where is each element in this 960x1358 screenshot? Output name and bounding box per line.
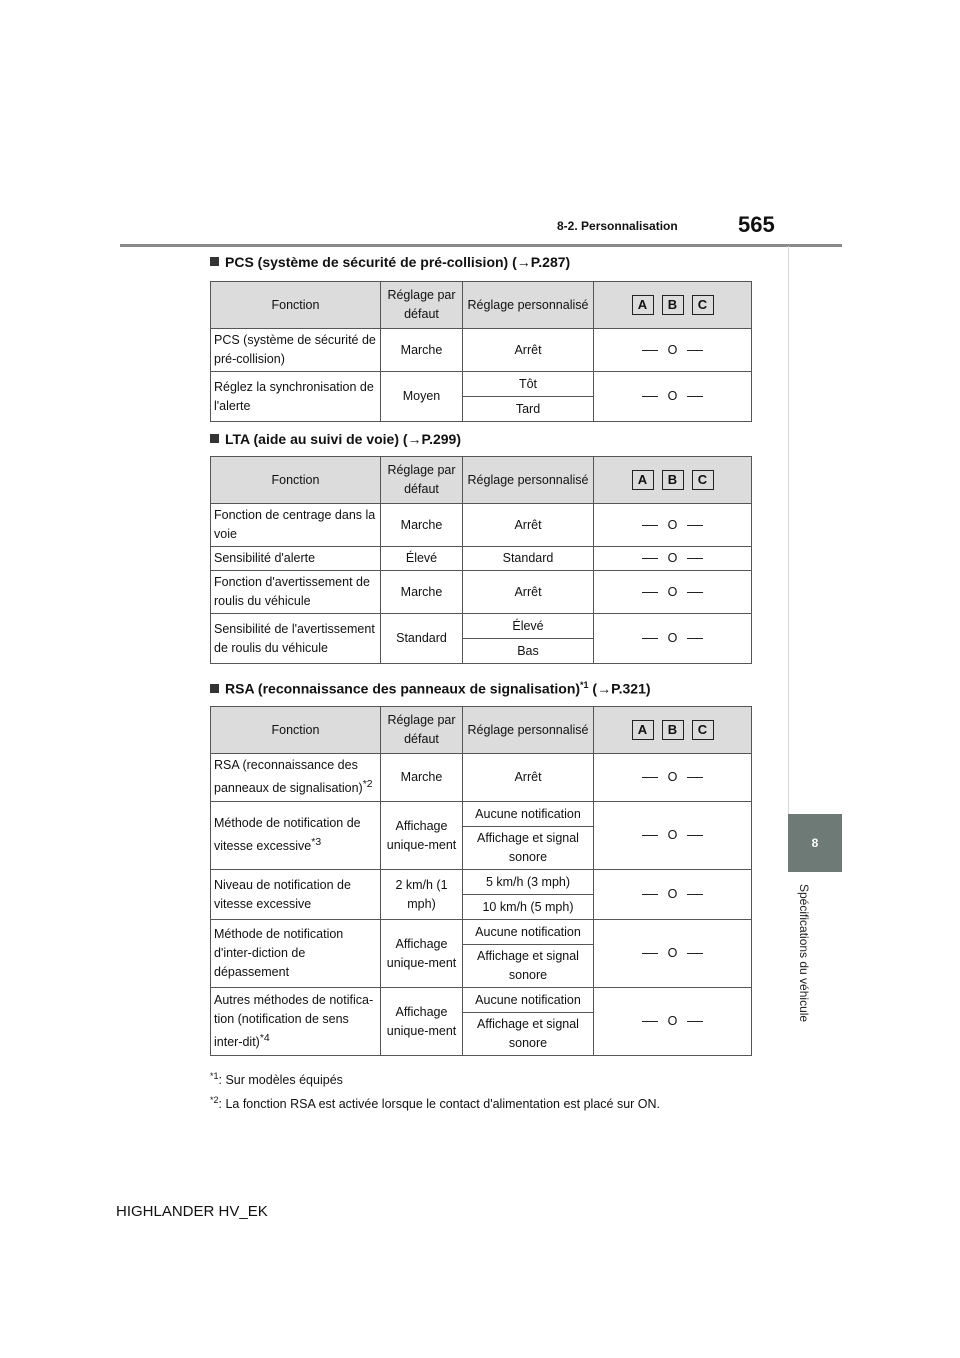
box-c-icon: C (692, 470, 714, 490)
dash-mark (642, 558, 658, 559)
cell-custom: Arrêt (463, 329, 594, 372)
table-header-row (211, 707, 752, 754)
cell-abc (594, 504, 752, 547)
table-row (211, 329, 752, 372)
dash-mark (642, 777, 658, 778)
cell-function: Fonction d'avertissement de roulis du véhicule (211, 571, 381, 614)
dash-mark (642, 894, 658, 895)
cell-default: Standard (381, 614, 463, 664)
box-a-icon: A (632, 720, 654, 740)
cell-default: 2 km/h (1 mph) (381, 870, 463, 920)
footer-model-name: HIGHLANDER HV_EK (116, 1203, 268, 1220)
cell-custom: Tôt (463, 372, 594, 397)
dash-mark (642, 953, 658, 954)
cell-function: Niveau de notification de vitesse excessive (211, 870, 381, 920)
chapter-label: Spécifications du véhicule (797, 884, 811, 1023)
table-row (211, 988, 752, 1013)
chapter-tab: 8 (788, 814, 842, 872)
table-row (211, 754, 752, 802)
box-a-icon: A (632, 470, 654, 490)
cell-custom: Aucune notification (463, 988, 594, 1013)
dash-mark (687, 835, 703, 836)
section-title-rsa: RSA (reconnaissance des panneaux de signalisation)$^{*1}$ (→P.321) (210, 680, 651, 697)
col-header-default: Réglage par défaut (381, 707, 463, 754)
cell-abc (594, 372, 752, 422)
box-a-icon: A (632, 295, 654, 315)
dash-mark (687, 396, 703, 397)
col-header-function: Fonction (211, 282, 381, 329)
cell-custom: Aucune notification (463, 920, 594, 945)
footnote: $^{*1}$: Sur modèles équipés (210, 1071, 343, 1088)
table-row (211, 547, 752, 571)
table-header-row (211, 457, 752, 504)
cell-function: Méthode de notification d'inter-diction de dépassement (211, 920, 381, 988)
o-mark: O (667, 1014, 678, 1028)
cell-custom: Aucune notification (463, 802, 594, 827)
table-row (211, 920, 752, 945)
box-c-icon: C (692, 295, 714, 315)
cell-default: Affichage unique-ment (381, 988, 463, 1056)
cell-abc (594, 329, 752, 372)
page-number: 565 (738, 212, 775, 237)
cell-custom: 5 km/h (3 mph) (463, 870, 594, 895)
o-mark: O (667, 551, 678, 565)
cell-custom: Arrêt (463, 571, 594, 614)
col-header-custom: Réglage personnalisé (463, 707, 594, 754)
col-header-abc (594, 457, 752, 504)
header-divider (120, 244, 842, 247)
cell-custom: Arrêt (463, 754, 594, 802)
dash-mark (642, 638, 658, 639)
cell-abc (594, 802, 752, 870)
o-mark: O (667, 887, 678, 901)
table-row (211, 802, 752, 827)
dash-mark (687, 558, 703, 559)
box-b-icon: B (662, 295, 684, 315)
cell-function: Fonction de centrage dans la voie (211, 504, 381, 547)
dash-mark (642, 835, 658, 836)
col-header-default: Réglage par défaut (381, 282, 463, 329)
dash-mark (687, 777, 703, 778)
cell-function: RSA (reconnaissance des panneaux de signalisation)$^{*2}$ (211, 754, 381, 802)
cell-custom: Élevé (463, 614, 594, 639)
box-b-icon: B (662, 720, 684, 740)
cell-default: Moyen (381, 372, 463, 422)
o-mark: O (667, 828, 678, 842)
o-mark: O (667, 389, 678, 403)
table-row (211, 614, 752, 639)
dash-mark (642, 1021, 658, 1022)
cell-function: Réglez la synchronisation de l'alerte (211, 372, 381, 422)
table-row (211, 372, 752, 397)
cell-custom: Affichage et signal sonore (463, 827, 594, 870)
o-mark: O (667, 584, 678, 599)
cell-default: Marche (381, 754, 463, 802)
dash-mark (687, 525, 703, 526)
o-mark: O (667, 631, 678, 645)
cell-abc (594, 870, 752, 920)
box-b-icon: B (662, 470, 684, 490)
o-mark: O (667, 946, 678, 960)
table-header-row (211, 282, 752, 329)
cell-default: Marche (381, 504, 463, 547)
col-header-abc (594, 282, 752, 329)
table-row (211, 504, 752, 547)
cell-function: Méthode de notification de vitesse excessive$^{*3}$ (211, 802, 381, 870)
o-mark: O (667, 342, 678, 357)
dash-mark (687, 953, 703, 954)
o-mark: O (667, 770, 678, 784)
rsa-table (210, 706, 752, 1056)
section-title-lta: LTA (aide au suivi de voie) (→P.299) (210, 431, 461, 447)
section-title-pcs: PCS (système de sécurité de pré-collision) (→P.287) (210, 254, 570, 270)
cell-default: Affichage unique-ment (381, 802, 463, 870)
dash-mark (687, 1021, 703, 1022)
col-header-default: Réglage par défaut (381, 457, 463, 504)
cell-custom: Affichage et signal sonore (463, 945, 594, 988)
dash-mark (642, 525, 658, 526)
o-mark: O (667, 517, 678, 532)
bullet-square-icon (210, 257, 219, 266)
cell-default: Marche (381, 571, 463, 614)
cell-custom: Bas (463, 639, 594, 664)
cell-custom: 10 km/h (5 mph) (463, 895, 594, 920)
dash-mark (687, 638, 703, 639)
bullet-square-icon (210, 684, 219, 693)
col-header-custom: Réglage personnalisé (463, 282, 594, 329)
cell-default: Affichage unique-ment (381, 920, 463, 988)
cell-default: Élevé (381, 547, 463, 571)
table-row (211, 571, 752, 614)
cell-abc (594, 988, 752, 1056)
cell-function: Autres méthodes de notifica-tion (notification de sens inter-dit)$^{*4}$ (211, 988, 381, 1056)
cell-function: Sensibilité de l'avertissement de roulis du véhicule (211, 614, 381, 664)
lta-table (210, 456, 752, 664)
footnote: $^{*2}$: La fonction RSA est activée lorsque le contact d'alimentation est placé sur ON. (210, 1095, 661, 1112)
dash-mark (642, 396, 658, 397)
col-header-function: Fonction (211, 707, 381, 754)
cell-abc (594, 920, 752, 988)
dash-mark (687, 894, 703, 895)
cell-custom: Standard (463, 547, 594, 571)
box-c-icon: C (692, 720, 714, 740)
col-header-function: Fonction (211, 457, 381, 504)
pcs-table (210, 281, 752, 422)
dash-mark (642, 592, 658, 593)
cell-custom: Tard (463, 397, 594, 422)
cell-abc (594, 614, 752, 664)
dash-mark (687, 592, 703, 593)
bullet-square-icon (210, 434, 219, 443)
dash-mark (687, 350, 703, 351)
cell-function: Sensibilité d'alerte (211, 547, 381, 571)
dash-mark (642, 350, 658, 351)
col-header-abc (594, 707, 752, 754)
cell-abc (594, 571, 752, 614)
table-row (211, 870, 752, 895)
cell-abc (594, 754, 752, 802)
cell-default: Marche (381, 329, 463, 372)
header-section-title: 8-2. Personnalisation (557, 219, 678, 233)
cell-function: PCS (système de sécurité de pré-collision) (211, 329, 381, 372)
sidebar-divider (788, 246, 842, 814)
cell-abc (594, 547, 752, 571)
cell-custom: Arrêt (463, 504, 594, 547)
col-header-custom: Réglage personnalisé (463, 457, 594, 504)
cell-custom: Affichage et signal sonore (463, 1013, 594, 1056)
